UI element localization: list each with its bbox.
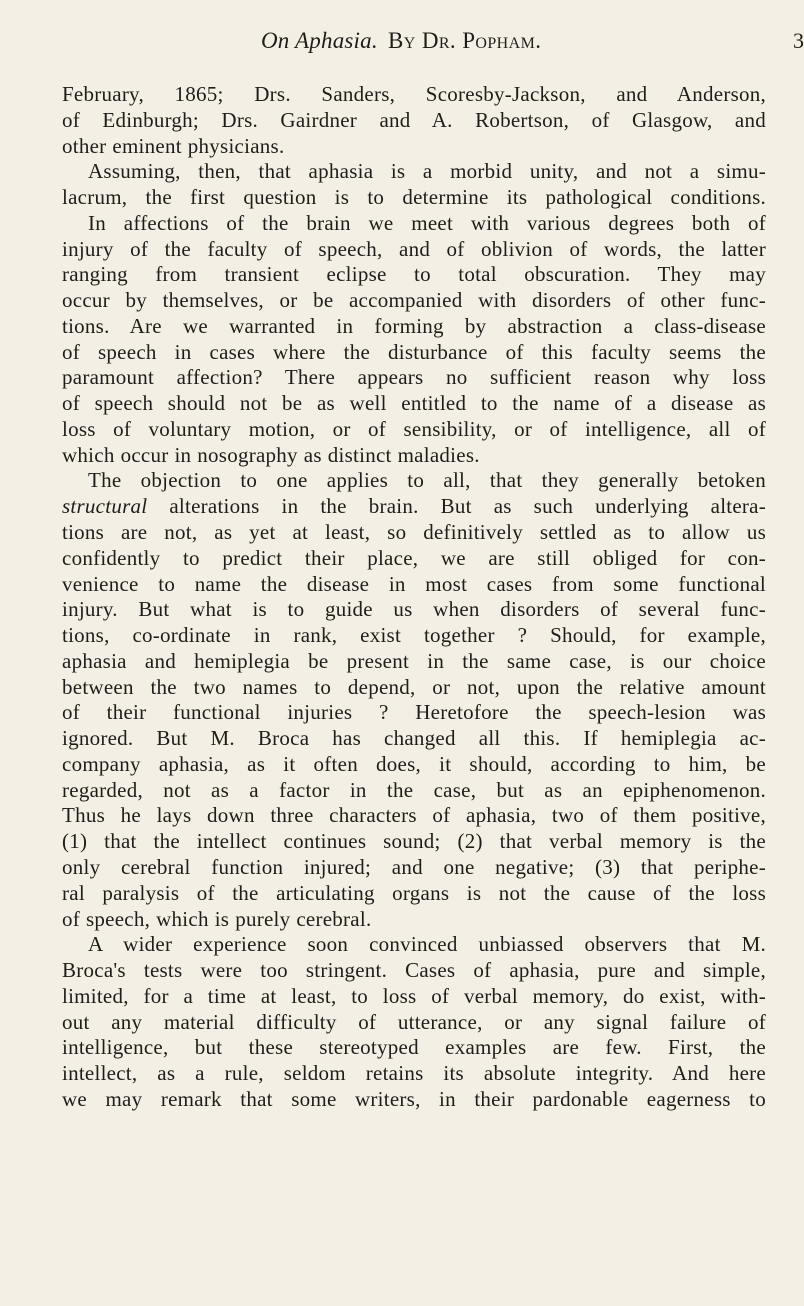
text-line: paramount affection? There appears no sufficient reason why loss	[62, 365, 766, 390]
text-line: tions. Are we warranted in forming by abstraction a class-disease	[62, 313, 766, 338]
text-line: of speech, which is purely cerebral.	[62, 906, 372, 931]
paragraph-start-line: A wider experience soon convinced unbiassed observers that M.	[88, 932, 766, 957]
text-line: aphasia and hemiplegia be present in the same case, is our choice	[62, 648, 766, 673]
text-line: confidently to predict their place, we are still obliged for con-	[62, 545, 766, 570]
text-line: Broca's tests were too stringent. Cases of aphasia, pure and simple,	[62, 958, 766, 983]
text-line: loss of voluntary motion, or of sensibility, or of intelligence, all of	[62, 416, 766, 441]
text-line: company aphasia, as it often does, it should, according to him, be	[62, 751, 766, 776]
text-line: ignored. But M. Broca has changed all this. If hemiplegia ac-	[62, 726, 766, 751]
text-line: between the two names to depend, or not, upon the relative amount	[62, 674, 766, 699]
text-line: ranging from transient eclipse to total obscuration. They may	[62, 262, 766, 287]
text-line: injury. But what is to guide us when disorders of several func-	[62, 597, 766, 622]
text-line: (1) that the intellect continues sound; (2) that verbal memory is the	[62, 829, 766, 854]
text-line: injury of the faculty of speech, and of oblivion of words, the latter	[62, 236, 766, 261]
text-line: Thus he lays down three characters of aphasia, two of them positive,	[62, 803, 766, 828]
text-line: limited, for a time at least, to loss of verbal memory, do exist, with-	[62, 983, 766, 1008]
text-line: only cerebral function injured; and one negative; (3) that periphe-	[62, 854, 766, 879]
text-line: of Edinburgh; Drs. Gairdner and A. Robertson, of Glasgow, and	[62, 107, 766, 132]
text-line: intellect, as a rule, seldom retains its absolute integrity. And here	[62, 1061, 766, 1086]
running-head-author: By Dr. Popham.	[388, 28, 542, 53]
text-line: other eminent physicians.	[62, 133, 285, 158]
text-line: venience to name the disease in most cases from some functional	[62, 571, 766, 596]
body-text	[62, 82, 766, 1113]
text-line: out any material difficulty of utterance, or any signal failure of	[62, 1009, 766, 1034]
emphasized-word: structural	[62, 494, 148, 519]
text-line: tions, co-ordinate in rank, exist together ? Should, for example,	[62, 623, 766, 648]
text-line-with-emphasis	[62, 494, 766, 520]
text-line: which occur in nosography as distinct maladies.	[62, 442, 480, 467]
text-line-remainder: alterations in the brain. But as such underlying altera-	[147, 494, 766, 519]
paragraph-start-line: The objection to one applies to all, that they generally betoken	[88, 468, 766, 493]
text-line: we may remark that some writers, in their pardonable eagerness to	[62, 1086, 766, 1111]
text-line: of speech in cases where the disturbance of this faculty seems the	[62, 339, 766, 364]
text-line: of their functional injuries ? Heretofore the speech-lesion was	[62, 700, 766, 725]
text-line: February, 1865; Drs. Sanders, Scoresby-Jackson, and Anderson,	[62, 82, 766, 106]
text-line: In affections of the brain we meet with various degrees both of	[88, 210, 766, 235]
text-line: ral paralysis of the articulating organs is not the cause of the loss	[62, 880, 766, 905]
text-line: occur by themselves, or be accompanied with disorders of other func-	[62, 288, 766, 313]
running-head-title: On Aphasia.	[261, 28, 378, 53]
text-line: tions are not, as yet at least, so definitively settled as to allow us	[62, 520, 766, 545]
paragraph-start-line: Assuming, then, that aphasia is a morbid unity, and not a simu-	[88, 159, 766, 184]
page-number: 3	[793, 28, 804, 53]
running-head	[62, 28, 804, 62]
text-line: lacrum, the first question is to determine its pathological conditions.	[62, 185, 766, 210]
text-line: of speech should not be as well entitled to the name of a disease as	[62, 391, 766, 416]
text-line: regarded, not as a factor in the case, but as an epiphenomenon.	[62, 777, 766, 802]
text-line: intelligence, but these stereotyped examples are few. First, the	[62, 1035, 766, 1060]
